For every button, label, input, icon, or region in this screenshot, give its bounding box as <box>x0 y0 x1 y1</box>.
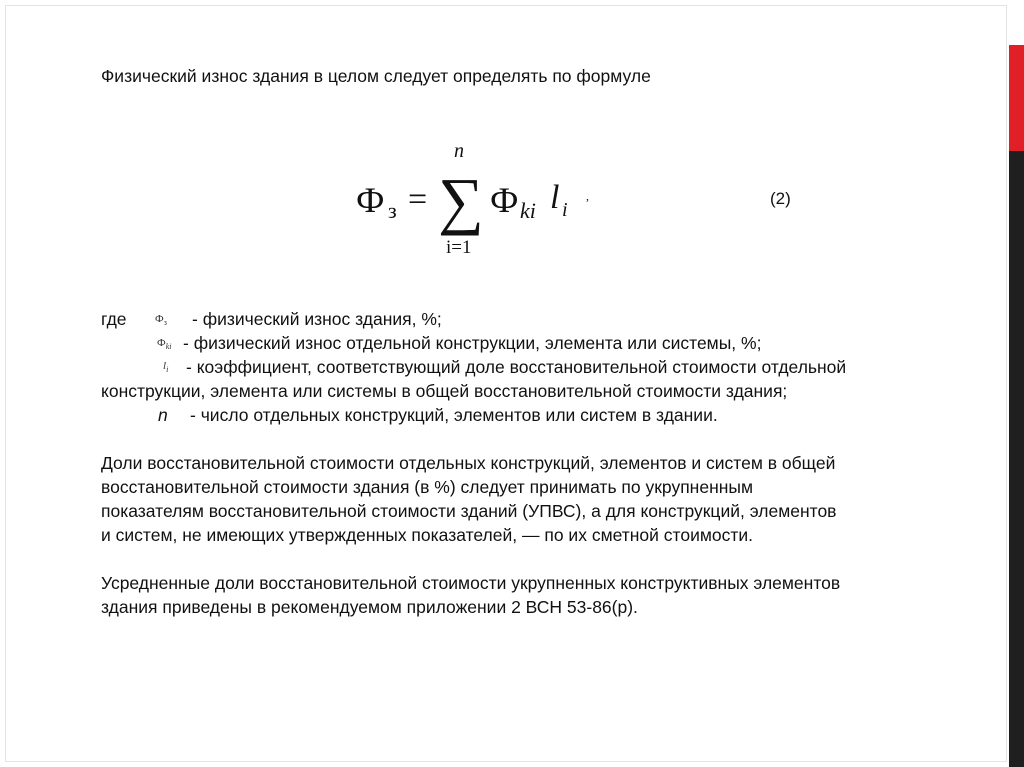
accent-bar-dark <box>1009 151 1024 767</box>
legend-phi-ki-symbol: $Ф_{ki}$ <box>157 337 172 352</box>
formula-equals: = <box>408 181 428 218</box>
formula-term-sub: ki <box>520 198 536 223</box>
formula-lhs-sub: з <box>388 198 397 223</box>
legend-n-symbol: n <box>158 405 168 425</box>
formula-lhs-symbol: Ф <box>356 180 385 220</box>
paragraph1-line: и систем, не имеющих утвержденных показателей, — по их сметной стоимости. <box>101 525 754 545</box>
formula-factor: l <box>550 179 560 216</box>
legend-where: где <box>101 309 127 329</box>
legend-l-desc-line1: - коэффициент, соответствующий доле восстановительной стоимости отдельной <box>186 357 847 377</box>
formula-term-symbol: Ф <box>490 180 519 220</box>
legend-l-desc-line2: конструкции, элемента или системы в общей восстановительной стоимости здания; <box>101 381 788 401</box>
paragraph1-line: восстановительной стоимости здания (в %) следует принимать по укрупненным <box>101 477 754 497</box>
legend-l-symbol: $l_i$ <box>163 360 169 375</box>
paragraph1-line: показателям восстановительной стоимости зданий (УПВС), а для конструкций, элементов <box>101 501 837 521</box>
formula <box>350 138 610 258</box>
formula-factor-sub: i <box>562 199 568 221</box>
legend-n-desc: - число отдельных конструкций, элементов или систем в здании. <box>190 405 718 425</box>
intro-text: Физический износ здания в целом следует определять по формуле <box>101 66 651 86</box>
formula-number: (2) <box>770 189 791 208</box>
legend-phi-z-desc: - физический износ здания, %; <box>192 309 442 329</box>
paragraph2-line: Усредненные доли восстановительной стоимости укрупненных конструктивных элементов <box>101 573 841 593</box>
paragraph2-line: здания приведены в рекомендуемом приложении 2 ВСН 53-86(р). <box>101 597 638 617</box>
paragraph1-line: Доли восстановительной стоимости отдельных конструкций, элементов и систем в общей <box>101 453 836 473</box>
formula-lower: i=1 <box>446 237 472 258</box>
formula-upper: n <box>454 140 464 162</box>
legend-phi-ki-desc: - физический износ отдельной конструкции, элемента или системы, %; <box>183 333 762 353</box>
legend-phi-z-symbol: $Ф_з$ <box>155 313 167 328</box>
formula-comma: , <box>586 189 589 203</box>
formula-sum: ∑ <box>438 165 484 236</box>
accent-bar-red <box>1009 45 1024 151</box>
